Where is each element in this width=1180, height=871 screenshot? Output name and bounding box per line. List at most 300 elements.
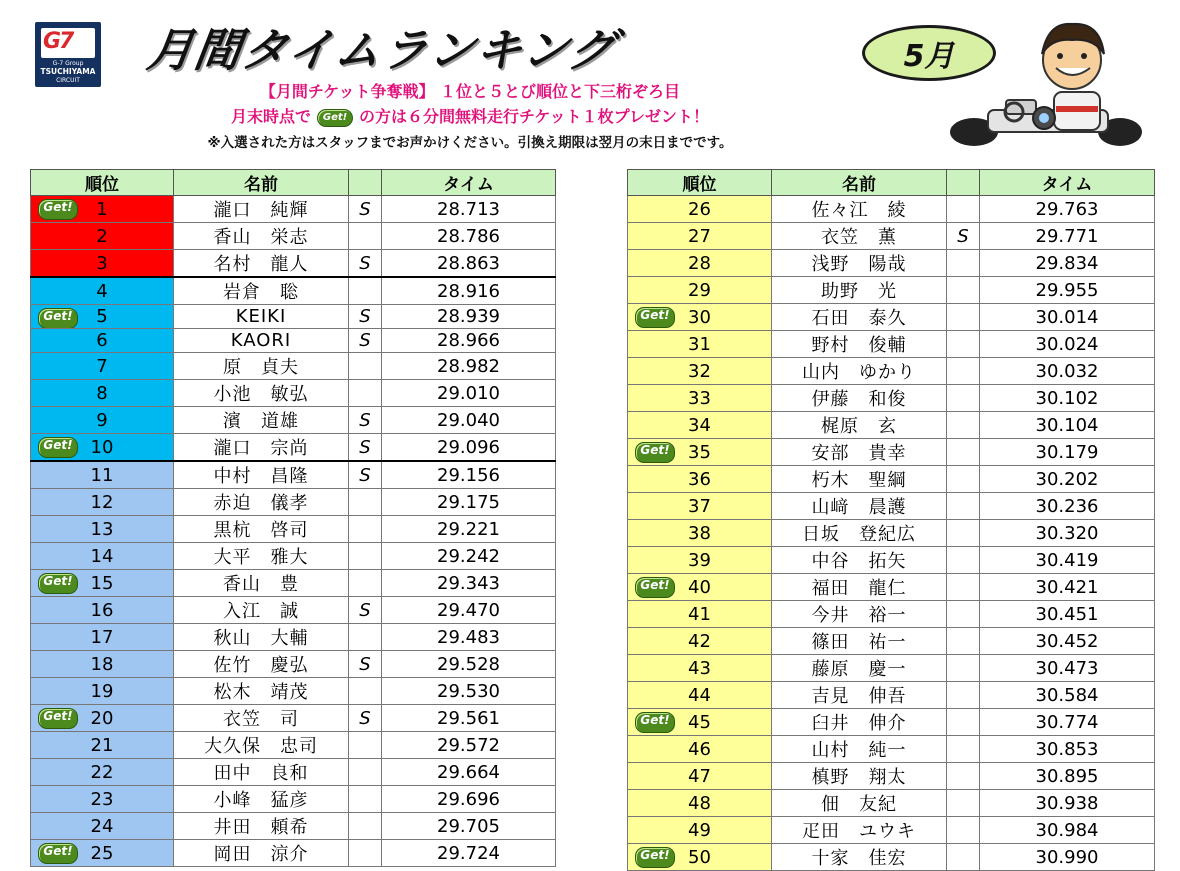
table-row [31,786,556,813]
s-mark [947,736,980,763]
s-mark [349,840,382,867]
s-mark [947,655,980,682]
rank-cell [628,277,772,304]
s-mark [349,489,382,516]
rank-cell [31,732,174,759]
driver-name: 佃 友紀 [772,790,947,817]
time-header: タイム [980,170,1155,196]
s-mark [947,250,980,277]
table-row [31,407,556,434]
lap-time: 29.763 [980,196,1155,223]
lap-time: 30.419 [980,547,1155,574]
ranking-body-left [31,196,556,867]
table-row [628,412,1155,439]
rank-number: 43 [688,657,711,679]
driver-name: 朽木 聖綱 [772,466,947,493]
rank-number: 7 [96,355,108,377]
driver-name: 小池 敏弘 [174,380,349,407]
driver-name: 濱 道雄 [174,407,349,434]
rank-number: 4 [96,280,108,302]
rank-number: 45 [688,711,711,733]
s-mark: S [349,461,382,489]
s-mark [947,709,980,736]
lap-time: 30.202 [980,466,1155,493]
driver-name: 吉見 伸吾 [772,682,947,709]
s-header [947,170,980,196]
table-row [31,651,556,678]
table-row [31,732,556,759]
rank-number: 46 [688,738,711,760]
logo-sub: CIRCUIT [56,77,80,84]
table-row [628,709,1155,736]
table-row [628,655,1155,682]
page-title: 月間タイムランキング [143,23,620,77]
driver-name: 原 貞夫 [174,353,349,380]
s-mark [947,304,980,331]
rank-cell [628,601,772,628]
table-row [31,277,556,305]
s-mark [947,520,980,547]
table-row [628,628,1155,655]
table-row [628,520,1155,547]
rank-cell [628,196,772,223]
s-mark: S [349,705,382,732]
rank-number: 8 [96,382,108,404]
lap-time: 28.966 [382,329,556,353]
rank-number: 38 [688,522,711,544]
rank-number: 22 [90,761,114,783]
rank-number: 48 [688,792,711,814]
table-row [31,434,556,462]
rank-number: 37 [688,495,711,517]
notice-line-3: ※入選された方はスタッフまでお声かけください。引換え期限は翌月の末日までです。 [207,135,733,151]
driver-name: 野村 俊輔 [772,331,947,358]
rank-cell [31,759,174,786]
driver-name: 藤原 慶一 [772,655,947,682]
lap-time: 29.470 [382,597,556,624]
lap-time: 28.982 [382,353,556,380]
rank-cell [628,304,772,331]
rank-number: 35 [688,441,711,463]
table-row [31,380,556,407]
rank-cell [628,709,772,736]
table-row [31,759,556,786]
table-row [31,678,556,705]
table-row [31,543,556,570]
rank-cell [628,520,772,547]
rank-cell [31,813,174,840]
rank-number: 24 [90,815,114,837]
rank-cell [31,786,174,813]
rank-cell [31,223,174,250]
driver-name: 香山 豊 [174,570,349,597]
get-badge-icon: Get! [38,708,78,729]
table-row [628,817,1155,844]
driver-name: 浅野 陽哉 [772,250,947,277]
lap-time: 29.175 [382,489,556,516]
driver-name: 安部 貴幸 [772,439,947,466]
rank-cell [31,516,174,543]
lap-time: 29.096 [382,434,556,462]
table-row [628,223,1155,250]
rank-number: 40 [688,576,711,598]
s-mark: S [947,223,980,250]
driver-name: 大平 雅大 [174,543,349,570]
rank-cell [628,331,772,358]
table-row [628,547,1155,574]
s-mark [947,277,980,304]
rank-number: 47 [688,765,711,787]
rank-number: 3 [96,252,108,274]
rank-number: 28 [688,252,711,274]
s-mark [349,223,382,250]
lap-time: 29.696 [382,786,556,813]
s-mark [947,601,980,628]
s-mark: S [349,597,382,624]
lap-time: 30.320 [980,520,1155,547]
rank-number: 15 [90,572,114,594]
lap-time: 30.451 [980,601,1155,628]
rank-cell [628,655,772,682]
s-mark: S [349,250,382,278]
s-mark: S [349,196,382,223]
table-row [628,250,1155,277]
lap-time: 30.236 [980,493,1155,520]
lap-time: 30.473 [980,655,1155,682]
lap-time: 30.102 [980,385,1155,412]
driver-name: 山﨑 晨護 [772,493,947,520]
rank-cell [628,466,772,493]
lap-time: 28.713 [382,196,556,223]
table-row [628,358,1155,385]
notice-line-2 [80,104,860,127]
s-mark [349,678,382,705]
get-badge-icon: Get! [317,109,353,127]
lap-time: 29.572 [382,732,556,759]
rank-number: 49 [688,819,711,841]
ranking-table-left [30,169,556,867]
driver-name: 佐竹 慶弘 [174,651,349,678]
s-mark [947,493,980,520]
get-badge-icon: Get! [38,437,78,458]
driver-name: 槙野 翔太 [772,763,947,790]
s-mark: S [349,651,382,678]
rank-cell [31,489,174,516]
lap-time: 30.895 [980,763,1155,790]
rank-number: 20 [90,707,114,729]
driver-name: 衣笠 司 [174,705,349,732]
table-row [628,844,1155,871]
s-mark [349,732,382,759]
table-row [31,489,556,516]
s-mark [349,624,382,651]
s-mark: S [349,407,382,434]
rank-header: 順位 [628,170,772,196]
ranking-body-right [628,196,1155,871]
rank-cell [31,305,174,329]
lap-time: 29.561 [382,705,556,732]
lap-time: 29.834 [980,250,1155,277]
rank-cell [31,407,174,434]
name-header: 名前 [174,170,349,196]
kart-driver-mascot-icon [944,14,1144,154]
s-mark [947,547,980,574]
ranking-table-right [627,169,1155,871]
s-mark: S [349,305,382,329]
lap-time: 29.242 [382,543,556,570]
lap-time: 30.104 [980,412,1155,439]
rank-number: 11 [90,464,114,486]
logo-group: G-7 Group [52,60,84,67]
driver-name: 井田 頼希 [174,813,349,840]
s-header [349,170,382,196]
table-row [628,493,1155,520]
table-row [31,305,556,329]
rank-number: 14 [90,545,114,567]
lap-time: 30.853 [980,736,1155,763]
lap-time: 29.156 [382,461,556,489]
table-row [31,196,556,223]
rank-cell [31,651,174,678]
rank-number: 13 [90,518,114,540]
rank-number: 6 [96,330,108,351]
driver-name: 田中 良和 [174,759,349,786]
s-mark [947,628,980,655]
lap-time: 30.179 [980,439,1155,466]
lap-time: 29.955 [980,277,1155,304]
s-mark [349,543,382,570]
rank-number: 44 [688,684,711,706]
notice-line-2-after: の方は６分間無料走行チケット１枚プレゼント！ [359,107,709,126]
s-mark [947,844,980,871]
driver-name: 秋山 大輔 [174,624,349,651]
table-row [628,385,1155,412]
rank-number: 32 [688,360,711,382]
table-row [628,763,1155,790]
rank-cell [628,358,772,385]
driver-name: 名村 龍人 [174,250,349,278]
rank-cell [31,329,174,353]
table-row [31,570,556,597]
lap-time: 30.938 [980,790,1155,817]
s-mark [349,380,382,407]
table-row [628,196,1155,223]
s-mark: S [349,329,382,353]
s-mark [947,763,980,790]
driver-name: 岡田 涼介 [174,840,349,867]
lap-time: 28.786 [382,223,556,250]
lap-time: 29.010 [382,380,556,407]
rank-number: 21 [90,734,114,756]
table-row [628,331,1155,358]
rank-number: 18 [90,653,114,675]
driver-name: 梶原 玄 [772,412,947,439]
notice-line-1: 【月間チケット争奪戦】 １位と５とび順位と下三桁ぞろ目 [259,82,681,101]
driver-name: 佐々江 綾 [772,196,947,223]
driver-name: 山内 ゆかり [772,358,947,385]
rank-cell [31,705,174,732]
s-mark [947,412,980,439]
table-row [31,516,556,543]
s-mark [947,790,980,817]
driver-name: 赤迫 儀孝 [174,489,349,516]
rank-number: 16 [90,599,114,621]
logo-name: TSUCHIYAMA [40,67,96,76]
month-badge: 5月 [862,25,996,81]
rank-number: 23 [90,788,114,810]
get-badge-icon: Get! [38,308,78,329]
rank-cell [628,385,772,412]
rank-number: 39 [688,549,711,571]
rank-cell [31,597,174,624]
table-row [628,304,1155,331]
driver-name: 十家 佳宏 [772,844,947,871]
driver-name: 入江 誠 [174,597,349,624]
driver-name: 香山 栄志 [174,223,349,250]
time-header: タイム [382,170,556,196]
table-row [31,597,556,624]
rank-cell [31,543,174,570]
s-mark [349,277,382,305]
s-mark [947,439,980,466]
driver-name: 大久保 忠司 [174,732,349,759]
rank-cell [31,461,174,489]
lap-time: 30.032 [980,358,1155,385]
rank-cell [628,493,772,520]
driver-name: 松木 靖茂 [174,678,349,705]
driver-name: 臼井 伸介 [772,709,947,736]
driver-name: 福田 龍仁 [772,574,947,601]
rank-cell [628,223,772,250]
rank-number: 34 [688,414,711,436]
rank-cell [628,250,772,277]
rank-cell [31,196,174,223]
get-badge-icon: Get! [38,843,78,864]
rank-cell [628,790,772,817]
lap-time: 30.990 [980,844,1155,871]
rank-number: 1 [96,198,108,220]
rank-cell [628,547,772,574]
rank-number: 36 [688,468,711,490]
s-mark [349,353,382,380]
s-mark [349,813,382,840]
s-mark [947,196,980,223]
lap-time: 29.530 [382,678,556,705]
notice-line-2-before: 月末時点で [231,107,312,126]
lap-time: 28.863 [382,250,556,278]
driver-name: 助野 光 [772,277,947,304]
rank-cell [628,817,772,844]
rank-number: 30 [688,306,711,328]
rank-cell [628,628,772,655]
lap-time: 29.705 [382,813,556,840]
get-badge-icon: Get! [635,577,675,598]
lap-time: 29.664 [382,759,556,786]
rank-number: 50 [688,846,711,868]
s-mark [349,570,382,597]
s-mark [349,516,382,543]
rank-number: 19 [90,680,114,702]
driver-name: 石田 泰久 [772,304,947,331]
table-row [31,705,556,732]
driver-name: 瀧口 宗尚 [174,434,349,462]
driver-name: 日坂 登紀広 [772,520,947,547]
driver-name: KAORI [174,329,349,353]
rank-number: 31 [688,333,711,355]
table-row [31,461,556,489]
table-row [31,250,556,278]
rank-number: 12 [90,491,114,513]
driver-name: 岩倉 聡 [174,277,349,305]
s-mark: S [349,434,382,462]
driver-name: 小峰 猛彦 [174,786,349,813]
g7-tsuchiyama-logo [35,22,101,87]
rank-cell [31,353,174,380]
table-row [628,277,1155,304]
s-mark [947,574,980,601]
rank-number: 41 [688,603,711,625]
rank-number: 10 [90,436,114,458]
lap-time: 29.343 [382,570,556,597]
rank-cell [628,736,772,763]
rank-cell [628,763,772,790]
rank-cell [31,277,174,305]
table-header-row [31,170,556,196]
table-row [31,624,556,651]
driver-name: 中谷 拓矢 [772,547,947,574]
rank-number: 42 [688,630,711,652]
driver-name: 黒杭 啓司 [174,516,349,543]
s-mark [947,331,980,358]
s-mark [947,358,980,385]
get-badge-icon: Get! [38,573,78,594]
get-badge-icon: Get! [635,442,675,463]
s-mark [947,817,980,844]
table-row [31,353,556,380]
lap-time: 28.916 [382,277,556,305]
driver-name: 瀧口 純輝 [174,196,349,223]
table-row [628,682,1155,709]
lap-time: 30.774 [980,709,1155,736]
rank-header: 順位 [31,170,174,196]
lap-time: 30.452 [980,628,1155,655]
rank-cell [628,439,772,466]
logo-mark: G7 [43,29,73,54]
lap-time: 30.584 [980,682,1155,709]
table-row [628,439,1155,466]
table-row [628,790,1155,817]
get-badge-icon: Get! [635,712,675,733]
table-row [31,813,556,840]
rank-cell [628,412,772,439]
get-badge-icon: Get! [635,307,675,328]
rank-number: 26 [688,198,711,220]
rank-cell [31,678,174,705]
driver-name: 篠田 祐一 [772,628,947,655]
driver-name: KEIKI [174,305,349,329]
s-mark [947,682,980,709]
rank-cell [31,380,174,407]
rank-cell [628,682,772,709]
driver-name: 山村 純一 [772,736,947,763]
lap-time: 30.984 [980,817,1155,844]
rank-cell [31,624,174,651]
lap-time: 30.024 [980,331,1155,358]
name-header: 名前 [772,170,947,196]
rank-cell [31,570,174,597]
rank-cell [31,840,174,867]
lap-time: 30.014 [980,304,1155,331]
